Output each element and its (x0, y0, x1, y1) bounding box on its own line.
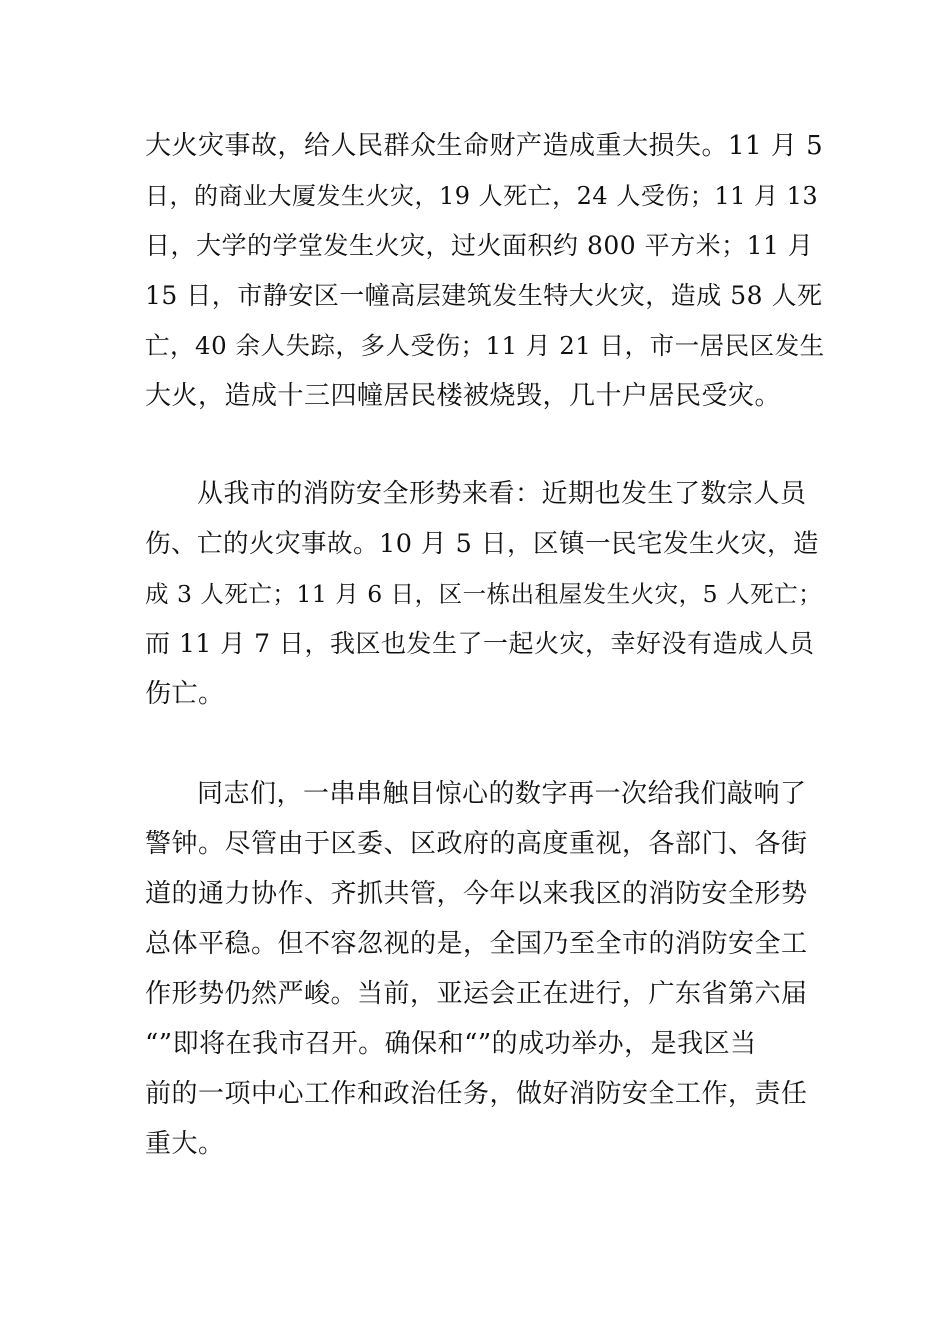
paragraph-line: 伤、亡的火灾事故。10 月 5 日，区镇一民宅发生火灾，造 (145, 529, 819, 559)
paragraph-line: 总体平稳。但不容忽视的是，全国乃至全市的消防安全工 (145, 929, 808, 959)
paragraph-line: 15 日，市静安区一幢高层建筑发生特大火灾，造成 58 人死 (145, 281, 823, 310)
paragraph-line: “”即将在我市召开。确保和“”的成功举办，是我区当 (145, 1029, 757, 1059)
paragraph-line: 同志们，一串串触目惊心的数字再一次给我们敲响了 (197, 779, 807, 809)
paragraph-line: 作形势仍然严峻。当前，亚运会正在进行，广东省第六届 (145, 979, 808, 1009)
paragraph-line: 日，的商业大厦发生火灾，19 人死亡，24 人受伤；11 月 13 (145, 182, 819, 210)
paragraph-line: 成 3 人死亡；11 月 6 日，区一栋出租屋发生火灾，5 人死亡； (145, 580, 823, 608)
paragraph-line: 重大。 (145, 1129, 225, 1159)
paragraph-line: 道的通力协作、齐抓共管，今年以来我区的消防安全形势 (145, 879, 808, 909)
paragraph-line: 前的一项中心工作和政治任务，做好消防安全工作，责任 (145, 1079, 808, 1109)
paragraph-line: 日，大学的学堂发生火灾，过火面积约 800 平方米；11 月 (145, 231, 814, 260)
paragraph-line: 从我市的消防安全形势来看：近期也发生了数宗人员 (197, 479, 807, 509)
paragraph-line: 而 11 月 7 日，我区也发生了一起火灾，幸好没有造成人员 (145, 629, 815, 658)
paragraph-line: 伤亡。 (145, 679, 225, 709)
paragraph-line: 大火，造成十三四幢居民楼被烧毁，几十户居民受灾。 (145, 381, 782, 411)
paragraph-line: 警钟。尽管由于区委、区政府的高度重视，各部门、各街 (145, 829, 808, 859)
paragraph-line: 亡，40 余人失踪，多人受伤；11 月 21 日，市一居民区发生 (145, 331, 825, 360)
paragraph-line: 大火灾事故，给人民群众生命财产造成重大损失。11 月 5 (145, 131, 824, 161)
